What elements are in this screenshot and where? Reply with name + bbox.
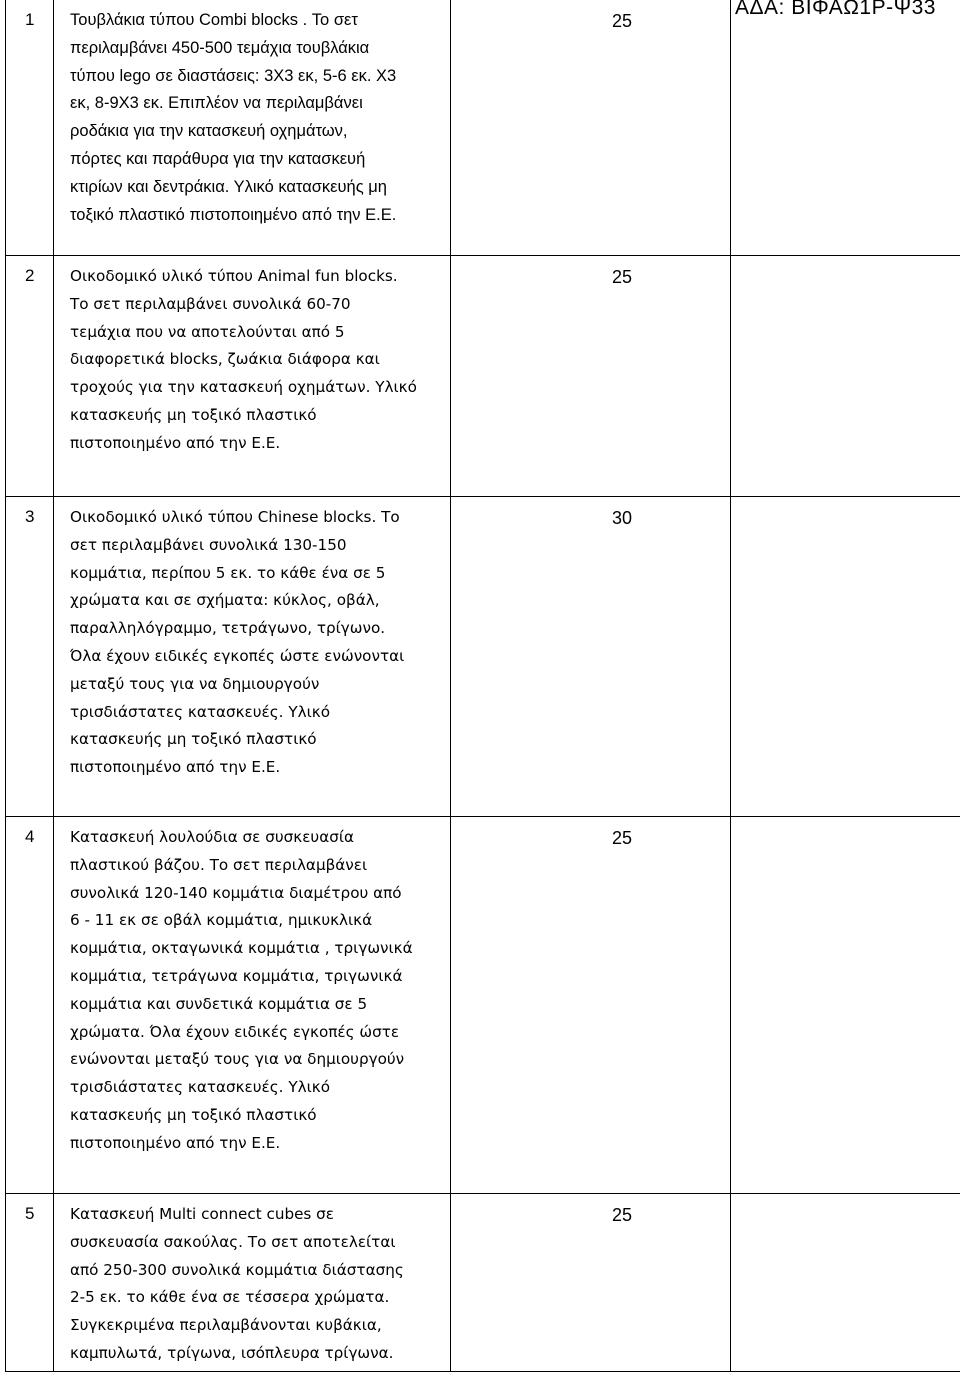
column-divider xyxy=(730,0,731,255)
item-description: Κατασκευή Multi connect cubes σε συσκευασία σακούλας. Το σετ αποτελείται από 250-300 συνολικά κομμάτια διάστασης 2-5 εκ. το κάθε ένα σε τέσσερα χρώματα. Συγκεκριμένα περιλαμβάνονται κυβάκια, καμπυλωτά, τρίγωνα, ισόπλευρα τρίγωνα. xyxy=(70,1205,404,1362)
column-divider xyxy=(730,256,731,496)
item-description: Οικοδομικό υλικό τύπου Animal fun blocks. Το σετ περιλαμβάνει συνολικά 60-70 τεμάχια που να αποτελούνται από 5 διαφορετικά blocks, ζωάκια διάφορα και τροχούς για την κατασκευή οχημάτων. Υλικό κατασκευής μη τοξικό πλαστικό πιστοποιημένο από την Ε.Ε. xyxy=(70,267,417,452)
table-row xyxy=(6,497,960,817)
column-divider xyxy=(730,817,731,1193)
row-number: 5 xyxy=(25,1204,35,1223)
item-quantity: 25 xyxy=(612,267,633,287)
column-divider xyxy=(450,817,451,1193)
ada-code: ΑΔΑ: ΒΙΦΑΩ1Ρ-Ψ33 xyxy=(735,0,936,19)
item-description: Κατασκευή λουλούδια σε συσκευασία πλαστικού βάζου. Το σετ περιλαμβάνει συνολικά 120-140 κομμάτια διαμέτρου από 6 - 11 εκ σε οβάλ κομμάτια, ημικυκλικά κομμάτια, οκταγωνικά κομμάτια , τριγωνικά κομμάτια, τετράγωνα κομμάτια, τριγωνικά κομμάτια και συνδετικά κομμάτια σε 5 χρώματα. Όλα έχουν ειδικές εγκοπές ώστε ενώνονται μεταξύ τους για να δημιουργούν τρισδιάστατες κατασκευές. Υλικό κατασκευής μη τοξικό πλαστικό πιστοποιημένο από την Ε.Ε. xyxy=(70,828,413,1152)
row-number: 3 xyxy=(25,507,35,526)
column-divider xyxy=(450,256,451,496)
item-quantity: 30 xyxy=(612,508,633,528)
table-row xyxy=(6,256,960,497)
row-number: 1 xyxy=(25,10,35,29)
item-quantity: 25 xyxy=(612,1205,633,1225)
column-divider xyxy=(730,1194,731,1371)
column-divider xyxy=(450,0,451,255)
column-divider xyxy=(53,0,54,255)
table-row xyxy=(6,817,960,1194)
item-quantity: 25 xyxy=(612,11,633,31)
table-row xyxy=(6,0,960,256)
row-number: 4 xyxy=(25,827,35,846)
item-description: Οικοδομικό υλικό τύπου Chinese blocks. Το σετ περιλαμβάνει συνολικά 130-150 κομμάτια, περίπου 5 εκ. το κάθε ένα σε 5 χρώματα και σε σχήματα: κύκλος, οβάλ, παραλληλόγραμμο, τετράγωνο, τρίγωνο. Όλα έχουν ειδικές εγκοπές ώστε ενώνονται μεταξύ τους για να δημιουργούν τρισδιάστατες κατασκευές. Υλικό κατασκευής μη τοξικό πλαστικό πιστοποιημένο από την Ε.Ε. xyxy=(70,508,405,777)
column-divider xyxy=(450,1194,451,1371)
column-divider xyxy=(730,497,731,816)
row-number: 2 xyxy=(25,266,35,285)
items-table xyxy=(5,0,960,1372)
column-divider xyxy=(53,817,54,1193)
table-row xyxy=(6,1194,960,1372)
item-description: Τουβλάκια τύπου Combi blocks . Το σετ περιλαμβάνει 450-500 τεμάχια τουβλάκια τύπου lego σε διαστάσεις: 3X3 εκ, 5-6 εκ. X3 εκ, 8-9X3 εκ. Επιπλέον να περιλαμβάνει ροδάκια για την κατασκευή οχημάτων, πόρτες και παράθυρα για την κατασκευή κτιρίων και δεντράκια. Υλικό κατασκευής μη τοξικό πλαστικό πιστοποιημένο από την Ε.Ε. xyxy=(70,11,397,224)
item-quantity: 25 xyxy=(612,828,633,848)
column-divider xyxy=(53,497,54,816)
column-divider xyxy=(53,256,54,496)
column-divider xyxy=(53,1194,54,1371)
column-divider xyxy=(450,497,451,816)
